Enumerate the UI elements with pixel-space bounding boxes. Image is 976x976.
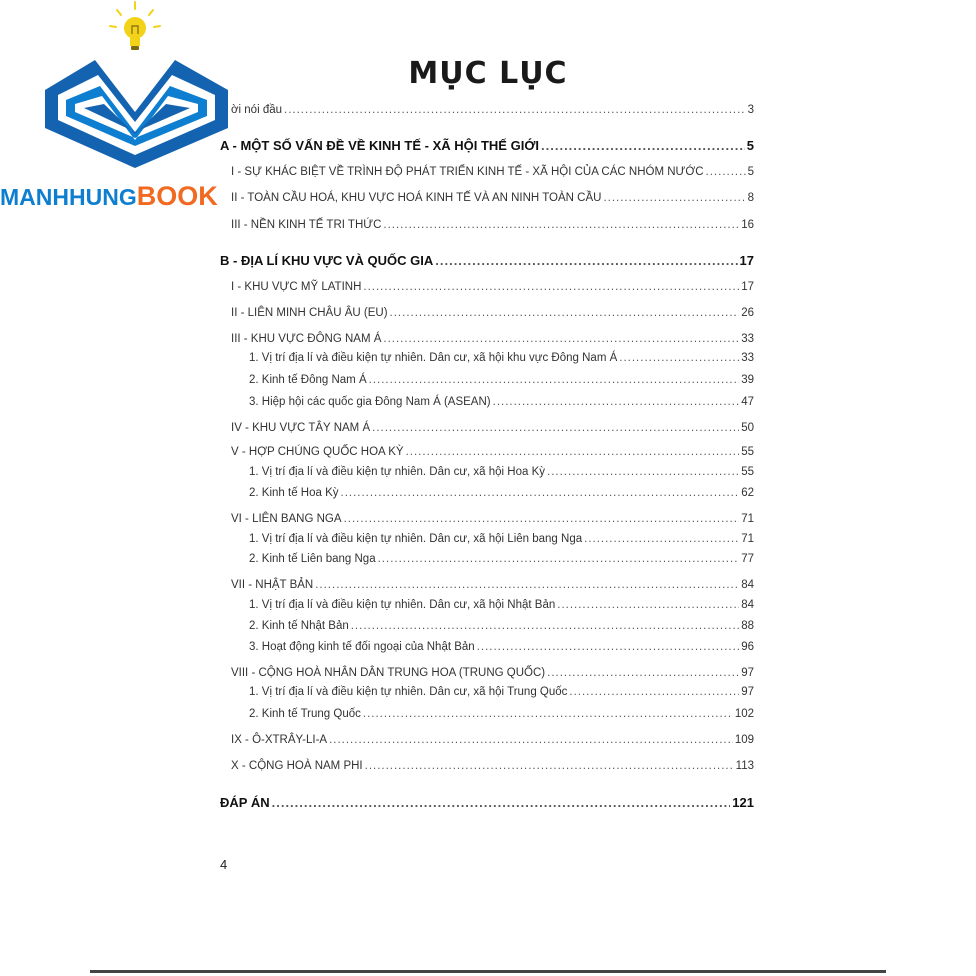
toc-entry-label: 1. Vị trí địa lí và điều kiện tự nhiên. Dân cư, xã hội Liên bang Nga	[249, 533, 583, 545]
toc-entry-page: 47	[741, 396, 754, 408]
toc-entry-label: 1. Vị trí địa lí và điều kiện tự nhiên. Dân cư, xã hội Hoa Kỳ	[249, 466, 546, 478]
toc-leader-dots	[329, 734, 733, 746]
toc-leader-dots	[344, 513, 740, 525]
toc-entry-label: 1. Vị trí địa lí và điều kiện tự nhiên. Dân cư, xã hội khu vực Đông Nam Á	[249, 352, 618, 364]
toc-entry-page: 17	[739, 253, 754, 268]
toc-entry-label: 2. Kinh tế Nhật Bản	[249, 620, 349, 632]
toc-entry-label: VI - LIÊN BANG NGA	[231, 513, 342, 525]
toc-entry	[249, 396, 754, 408]
toc-entry-page: 71	[741, 513, 754, 525]
toc-entry	[220, 253, 754, 268]
toc-entry-label: 2. Kinh tế Đông Nam Á	[249, 374, 367, 386]
toc-leader-dots	[365, 760, 734, 772]
toc-leader-dots	[584, 533, 739, 545]
toc-entry	[249, 374, 754, 386]
toc-leader-dots	[351, 620, 739, 632]
toc-entry-label: ĐÁP ÁN	[220, 795, 270, 810]
toc-leader-dots	[477, 641, 740, 653]
toc-leader-dots	[372, 422, 739, 434]
toc-entry	[249, 466, 754, 478]
toc-leader-dots	[493, 396, 740, 408]
toc-entry-page: 96	[741, 641, 754, 653]
toc-entry-label: 3. Hoạt động kinh tế đối ngoại của Nhật Bản	[249, 641, 475, 653]
toc-entry	[220, 795, 754, 810]
toc-leader-dots	[363, 708, 733, 720]
toc-entry-page: 55	[741, 466, 754, 478]
toc-entry-label: I - KHU VỰC MỸ LATINH	[231, 281, 362, 293]
toc-leader-dots	[406, 446, 740, 458]
toc-entry	[231, 192, 754, 204]
toc-entry-page: 113	[735, 760, 754, 772]
toc-entry-label: VIII - CỘNG HOÀ NHÂN DÂN TRUNG HOA (TRUNG QUỐC)	[231, 667, 546, 679]
toc-entry-page: 5	[747, 166, 754, 178]
toc-entry-page: 102	[734, 708, 754, 720]
toc-leader-dots	[541, 138, 745, 153]
toc-leader-dots	[383, 333, 739, 345]
toc-leader-dots	[603, 192, 745, 204]
toc-entry-label: 3. Hiệp hội các quốc gia Đông Nam Á (ASEAN)	[249, 396, 491, 408]
toc-entry-label: 1. Vị trí địa lí và điều kiện tự nhiên. Dân cư, xã hội Trung Quốc	[249, 686, 568, 698]
toc-leader-dots	[547, 667, 739, 679]
toc-entry-page: 26	[741, 307, 754, 319]
toc-entry-label: ời nói đầu	[231, 104, 283, 116]
toc-entry	[249, 487, 754, 499]
toc-entry-page: 97	[741, 686, 754, 698]
toc-entry	[231, 760, 754, 772]
toc-entry	[231, 281, 754, 293]
toc-entry-label: III - KHU VỰC ĐÔNG NAM Á	[231, 333, 382, 345]
toc-entry-page: 50	[741, 422, 754, 434]
toc-entry	[249, 533, 754, 545]
toc-leader-dots	[369, 374, 740, 386]
toc-entry-page: 3	[747, 104, 754, 116]
toc-entry-label: B - ĐỊA LÍ KHU VỰC VÀ QUỐC GIA	[220, 253, 434, 268]
toc-entry-page: 5	[746, 138, 754, 153]
toc-entry	[231, 104, 754, 116]
toc-entry	[231, 307, 754, 319]
toc-entry-page: 71	[741, 533, 754, 545]
toc-leader-dots	[383, 219, 739, 231]
toc-entry	[231, 422, 754, 434]
toc-entry-label: IX - Ô-XTRÂY-LI-A	[231, 734, 328, 746]
toc-entry-label: 2. Kinh tế Liên bang Nga	[249, 553, 376, 565]
toc-leader-dots	[569, 686, 739, 698]
toc-leader-dots	[272, 795, 731, 810]
toc-entry	[249, 686, 754, 698]
toc-entry-label: A - MỘT SỐ VẤN ĐỀ VỀ KINH TẾ - XÃ HỘI THẾ GIỚI	[220, 138, 540, 153]
logo-text-part1: MANHHUNG	[0, 184, 137, 210]
toc-entry-page: 39	[741, 374, 754, 386]
toc-entry	[220, 138, 754, 153]
toc-entry	[249, 599, 754, 611]
toc-entry-page: 55	[741, 446, 754, 458]
toc-entry-page: 17	[741, 281, 754, 293]
toc-entry-label: II - TOÀN CẦU HOÁ, KHU VỰC HOÁ KINH TẾ VÀ AN NINH TOÀN CẦU	[231, 192, 602, 204]
toc-entry	[231, 667, 754, 679]
toc-entry-page: 77	[741, 553, 754, 565]
toc-entry	[249, 641, 754, 653]
toc-entry-page: 109	[734, 734, 754, 746]
toc-leader-dots	[378, 553, 740, 565]
toc-leader-dots	[284, 104, 746, 116]
page-title: MỤC LỤC	[408, 56, 568, 91]
publisher-logo	[0, 0, 270, 230]
bottom-rule	[90, 970, 886, 973]
toc-entry	[231, 446, 754, 458]
toc-leader-dots	[435, 253, 737, 268]
toc-entry-page: 88	[741, 620, 754, 632]
toc-entry	[231, 333, 754, 345]
toc-entry	[249, 708, 754, 720]
toc-entry-label: II - LIÊN MINH CHÂU ÂU (EU)	[231, 307, 388, 319]
toc-entry-page: 16	[741, 219, 754, 231]
toc-entry	[231, 219, 754, 231]
toc-entry-page: 8	[747, 192, 754, 204]
toc-entry	[231, 734, 754, 746]
toc-entry	[249, 553, 754, 565]
toc-entry	[249, 620, 754, 632]
toc-entry-label: III - NỀN KINH TẾ TRI THỨC	[231, 219, 382, 231]
toc-entry-label: 1. Vị trí địa lí và điều kiện tự nhiên. Dân cư, xã hội Nhật Bản	[249, 599, 556, 611]
toc-entry-label: V - HỢP CHÚNG QUỐC HOA KỲ	[231, 446, 404, 458]
toc-entry	[249, 352, 754, 364]
toc-entry-label: I - SỰ KHÁC BIỆT VỀ TRÌNH ĐỘ PHÁT TRIỂN KINH TẾ - XÃ HỘI CỦA CÁC NHÓM NƯỚC	[231, 166, 704, 178]
toc-leader-dots	[363, 281, 739, 293]
toc-leader-dots	[619, 352, 739, 364]
toc-leader-dots	[706, 166, 746, 178]
toc-entry-page: 33	[741, 352, 754, 364]
toc-leader-dots	[557, 599, 739, 611]
toc-entry-label: X - CỘNG HOÀ NAM PHI	[231, 760, 363, 772]
toc-entry-label: IV - KHU VỰC TÂY NAM Á	[231, 422, 371, 434]
toc-entry	[231, 513, 754, 525]
toc-leader-dots	[315, 579, 739, 591]
logo-wordmark	[0, 181, 218, 212]
toc-entry	[231, 166, 754, 178]
toc-entry	[231, 579, 754, 591]
toc-leader-dots	[390, 307, 740, 319]
toc-leader-dots	[547, 466, 739, 478]
toc-entry-page: 121	[732, 795, 754, 810]
logo-text-part2: BOOK	[136, 181, 218, 211]
toc-entry-label: 2. Kinh tế Hoa Kỳ	[249, 487, 339, 499]
toc-entry-page: 62	[741, 487, 754, 499]
toc-entry-label: 2. Kinh tế Trung Quốc	[249, 708, 361, 720]
toc-leader-dots	[341, 487, 740, 499]
toc-entry-page: 97	[741, 667, 754, 679]
toc-entry-page: 84	[741, 599, 754, 611]
page-number: 4	[220, 857, 228, 872]
toc-entry-page: 84	[741, 579, 754, 591]
toc-entry-label: VII - NHẬT BẢN	[231, 579, 314, 591]
toc-entry-page: 33	[741, 333, 754, 345]
